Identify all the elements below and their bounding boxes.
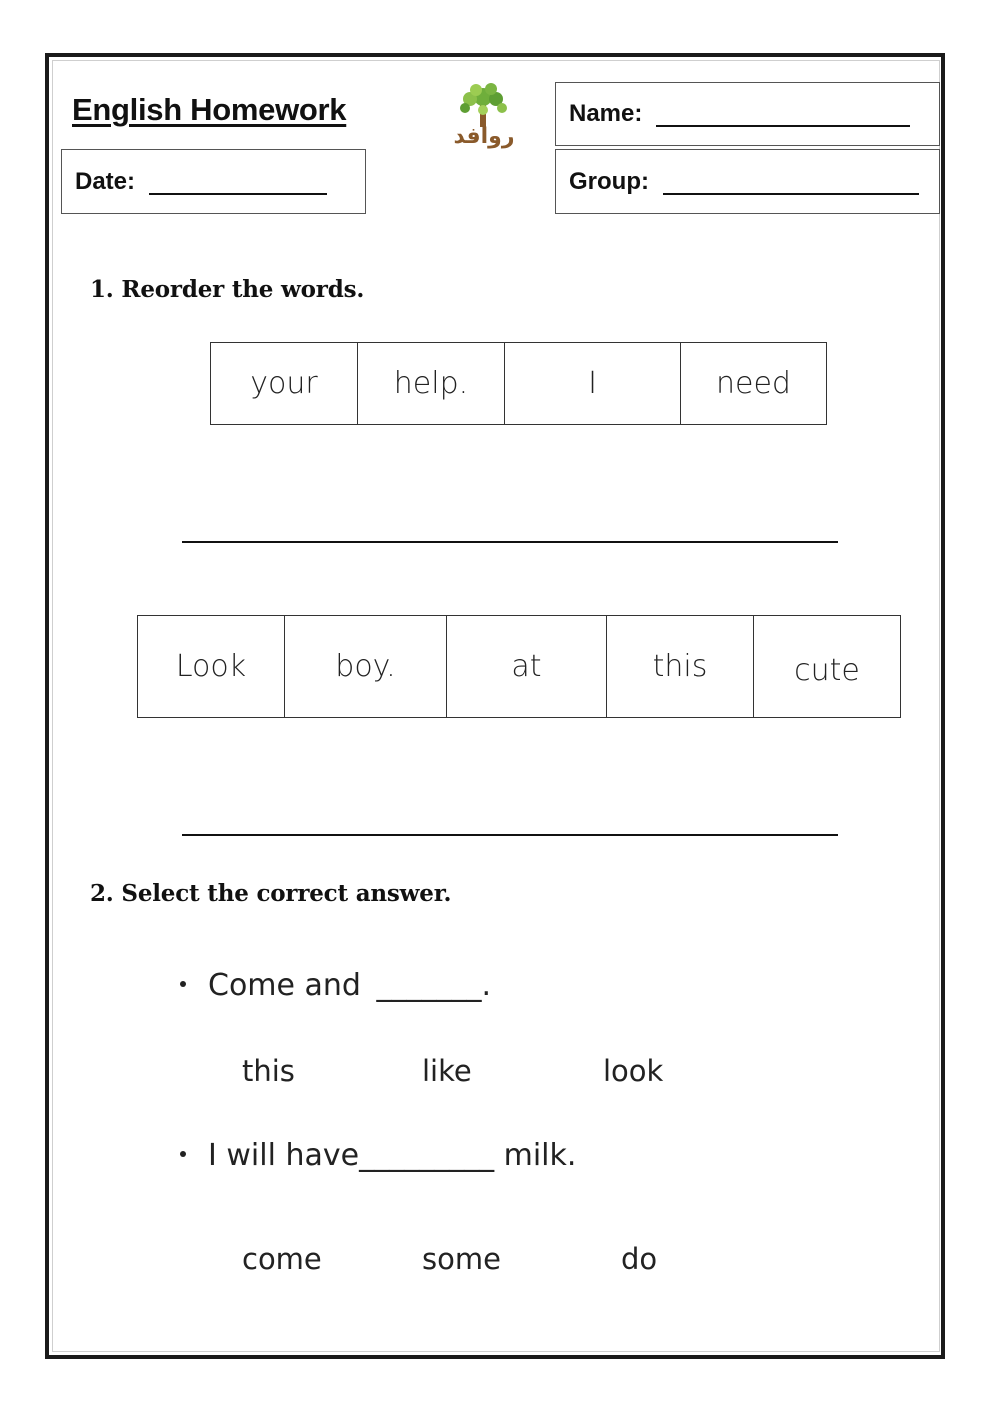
word-card[interactable]: boy. — [285, 616, 447, 717]
question-prompt: Come and — [208, 968, 361, 1003]
name-field[interactable] — [555, 82, 940, 146]
question-suffix: milk. — [494, 1138, 577, 1173]
answer-line-1[interactable] — [182, 541, 838, 543]
word-card[interactable]: help. — [358, 343, 505, 424]
page-title: English Homework — [72, 92, 347, 127]
name-line[interactable] — [656, 101, 910, 127]
bullet-icon — [180, 981, 186, 987]
word-card[interactable]: cute — [794, 653, 860, 688]
answer-line-2[interactable] — [182, 834, 838, 836]
word-card[interactable]: your — [211, 343, 358, 424]
bullet-icon — [180, 1151, 186, 1157]
word-row-1 — [210, 342, 827, 425]
option-come[interactable]: come — [242, 1242, 322, 1276]
group-label: Group: — [569, 167, 649, 195]
name-label: Name: — [569, 100, 643, 127]
word-card[interactable]: at — [447, 616, 607, 717]
word-card[interactable]: this — [607, 616, 754, 717]
option-do[interactable]: do — [621, 1242, 658, 1276]
word-card[interactable]: Look — [138, 616, 285, 717]
question-blank[interactable]: _______ — [376, 968, 482, 1003]
question-2 — [180, 1138, 576, 1173]
date-line[interactable] — [149, 169, 327, 195]
option-some[interactable]: some — [422, 1242, 501, 1276]
section1-heading: 1. Reorder the words. — [90, 276, 365, 303]
word-card[interactable]: I — [505, 343, 681, 424]
option-look[interactable]: look — [603, 1054, 664, 1088]
question-suffix: . — [481, 968, 492, 1003]
option-this[interactable]: this — [242, 1054, 295, 1088]
date-field[interactable] — [61, 149, 366, 214]
logo-tree-icon — [432, 83, 536, 149]
logo-text: روافد — [453, 124, 515, 149]
word-row-2 — [137, 615, 901, 718]
section2-heading: 2. Select the correct answer. — [90, 880, 452, 907]
group-field[interactable] — [555, 149, 940, 214]
question-1 — [180, 968, 491, 1003]
question-prompt: I will have — [208, 1138, 360, 1173]
option-like[interactable]: like — [422, 1054, 472, 1088]
date-label: Date: — [75, 167, 136, 195]
group-line[interactable] — [663, 169, 919, 195]
word-card[interactable]: need — [716, 366, 791, 401]
question-blank[interactable]: _________ — [359, 1138, 495, 1173]
